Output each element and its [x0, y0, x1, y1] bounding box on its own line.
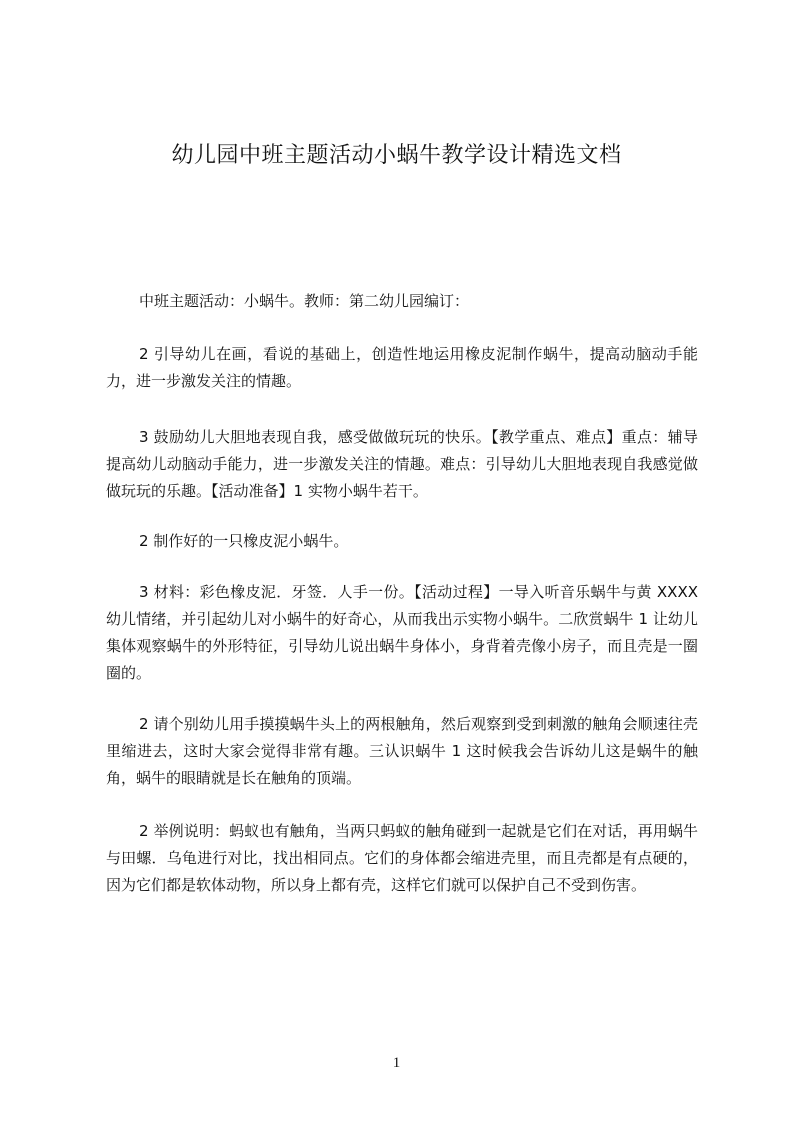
paragraph-process-3: 3 材料：彩色橡皮泥．牙签．人手一份。【活动过程】一导入听音乐蜗牛与黄 XXXX 幼儿情绪，并引起幼儿对小蜗牛的好奇心，从而我出示实物小蜗牛。二欣赏蜗牛 1 让幼儿集体观察蜗牛的外形特征，引导幼儿说出蜗牛身体小，身背着壳像小房子，而且壳是一圈圈的。	[106, 583, 698, 682]
page-number: 1	[392, 1055, 401, 1071]
paragraph-prep-2: 2 制作好的一只橡皮泥小蜗牛。	[139, 532, 349, 550]
document-title: 幼儿园中班主题活动小蜗牛教学设计精选文档	[171, 143, 622, 168]
paragraph-example-2: 2 举例说明：蚂蚁也有触角，当两只蚂蚁的触角碰到一起就是它们在对话，再用蜗牛与田螺．乌龟进行对比，找出相同点。它们的身体都会缩进壳里，而且壳都是有点硬的，因为它们都是软体动物，所以身上都有壳，这样它们就可以保护自己不受到伤害。	[106, 822, 698, 894]
paragraph-intro: 中班主题活动：小蜗牛。教师：第二幼儿园编订：	[139, 292, 470, 310]
paragraph-goal-3: 3 鼓励幼儿大胆地表现自我，感受做做玩玩的快乐。【教学重点、难点】重点：辅导提高幼儿动脑动手能力，进一步激发关注的情趣。难点：引导幼儿大胆地表现自我感觉做做玩玩的乐趣。【活动准备】1 实物小蜗牛若干。	[106, 428, 698, 500]
paragraph-observe-2: 2 请个别幼儿用手摸摸蜗牛头上的两根触角，然后观察到受到刺激的触角会顺速往壳里缩进去，这时大家会觉得非常有趣。三认识蜗牛 1 这时候我会告诉幼儿这是蜗牛的触角，蜗牛的眼睛就是长在触角的顶端。	[106, 715, 698, 787]
paragraph-goal-2: 2 引导幼儿在画，看说的基础上，创造性地运用橡皮泥制作蜗牛，提高动脑动手能力，进一步激发关注的情趣。	[106, 345, 698, 390]
